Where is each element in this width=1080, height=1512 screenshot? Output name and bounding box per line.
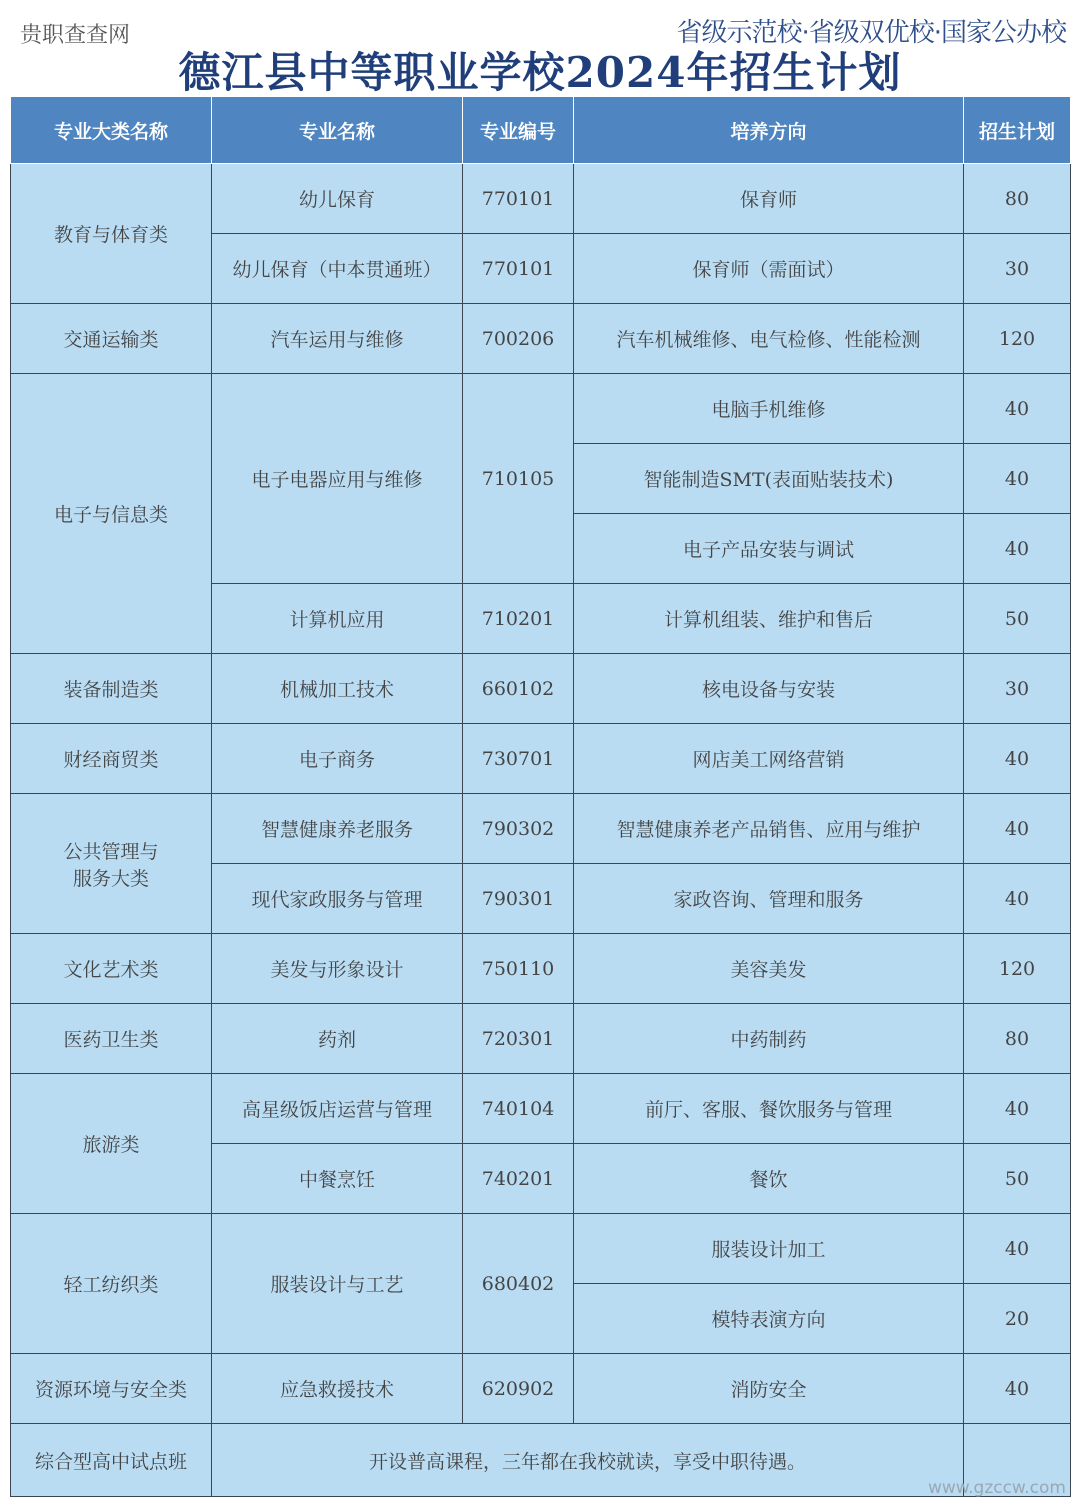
table-row-footer	[11, 1424, 1071, 1497]
plan-cell: 50	[964, 584, 1071, 654]
table-row	[11, 1354, 1071, 1424]
watermark-bottom: www.gzccw.com	[927, 1478, 1066, 1498]
direction-cell: 中药制药	[574, 1004, 964, 1074]
category-cell: 公共管理与 服务大类	[11, 794, 212, 934]
plan-cell: 30	[964, 234, 1071, 304]
direction-cell: 餐饮	[574, 1144, 964, 1214]
major-cell: 应急救援技术	[212, 1354, 463, 1424]
code-cell: 740201	[463, 1144, 574, 1214]
major-cell: 汽车运用与维修	[212, 304, 463, 374]
table-row	[11, 374, 1071, 444]
table-row	[11, 724, 1071, 794]
table-row	[11, 1004, 1071, 1074]
direction-cell: 保育师（需面试）	[574, 234, 964, 304]
direction-cell: 消防安全	[574, 1354, 964, 1424]
watermark-top: 贵职查查网	[20, 23, 131, 48]
plan-cell: 120	[964, 934, 1071, 1004]
code-cell: 660102	[463, 654, 574, 724]
plan-cell: 40	[964, 864, 1071, 934]
table-row	[11, 654, 1071, 724]
direction-cell: 汽车机械维修、电气检修、性能检测	[574, 304, 964, 374]
major-cell: 服装设计与工艺	[212, 1214, 463, 1354]
plan-cell: 40	[964, 794, 1071, 864]
direction-cell: 电子产品安装与调试	[574, 514, 964, 584]
code-cell: 700206	[463, 304, 574, 374]
plan-cell: 40	[964, 1354, 1071, 1424]
code-cell: 770101	[463, 234, 574, 304]
major-cell: 药剂	[212, 1004, 463, 1074]
direction-cell: 智能制造SMT(表面贴装技术)	[574, 444, 964, 514]
code-cell: 730701	[463, 724, 574, 794]
table-row	[11, 1214, 1071, 1284]
category-cell: 资源环境与安全类	[11, 1354, 212, 1424]
category-cell: 文化艺术类	[11, 934, 212, 1004]
direction-cell: 美容美发	[574, 934, 964, 1004]
code-cell: 680402	[463, 1214, 574, 1354]
plan-cell: 40	[964, 514, 1071, 584]
direction-cell: 智慧健康养老产品销售、应用与维护	[574, 794, 964, 864]
direction-cell: 服装设计加工	[574, 1214, 964, 1284]
category-cell: 轻工纺织类	[11, 1214, 212, 1354]
direction-cell: 核电设备与安装	[574, 654, 964, 724]
plan-cell: 40	[964, 444, 1071, 514]
direction-cell: 模特表演方向	[574, 1284, 964, 1354]
category-cell: 电子与信息类	[11, 374, 212, 654]
table-row	[11, 794, 1071, 864]
plan-cell: 40	[964, 374, 1071, 444]
code-cell: 750110	[463, 934, 574, 1004]
header-category: 专业大类名称	[11, 97, 212, 164]
major-cell: 幼儿保育（中本贯通班）	[212, 234, 463, 304]
code-cell: 710105	[463, 374, 574, 584]
category-cell: 教育与体育类	[11, 164, 212, 304]
category-cell: 交通运输类	[11, 304, 212, 374]
header-plan: 招生计划	[964, 97, 1071, 164]
enrollment-table	[10, 96, 1071, 1497]
major-cell: 现代家政服务与管理	[212, 864, 463, 934]
direction-cell: 前厅、客服、餐饮服务与管理	[574, 1074, 964, 1144]
plan-cell: 30	[964, 654, 1071, 724]
plan-cell: 80	[964, 164, 1071, 234]
plan-cell: 40	[964, 1074, 1071, 1144]
direction-cell: 电脑手机维修	[574, 374, 964, 444]
plan-cell: 20	[964, 1284, 1071, 1354]
major-cell: 电子电器应用与维修	[212, 374, 463, 584]
major-cell: 美发与形象设计	[212, 934, 463, 1004]
category-cell: 综合型高中试点班	[11, 1424, 212, 1497]
header-code: 专业编号	[463, 97, 574, 164]
code-cell: 710201	[463, 584, 574, 654]
major-cell: 电子商务	[212, 724, 463, 794]
plan-cell: 40	[964, 1214, 1071, 1284]
major-cell: 幼儿保育	[212, 164, 463, 234]
plan-cell: 50	[964, 1144, 1071, 1214]
direction-cell: 计算机组装、维护和售后	[574, 584, 964, 654]
code-cell: 790301	[463, 864, 574, 934]
major-cell: 智慧健康养老服务	[212, 794, 463, 864]
table-row	[11, 304, 1071, 374]
code-cell: 770101	[463, 164, 574, 234]
code-cell: 790302	[463, 794, 574, 864]
plan-cell: 80	[964, 1004, 1071, 1074]
code-cell: 740104	[463, 1074, 574, 1144]
footer-note: 开设普高课程，三年都在我校就读，享受中职待遇。	[212, 1424, 964, 1497]
major-cell: 高星级饭店运营与管理	[212, 1074, 463, 1144]
plan-cell: 40	[964, 724, 1071, 794]
direction-cell: 网店美工网络营销	[574, 724, 964, 794]
category-cell: 财经商贸类	[11, 724, 212, 794]
table-header-row	[11, 97, 1071, 164]
code-cell: 620902	[463, 1354, 574, 1424]
category-cell: 旅游类	[11, 1074, 212, 1214]
table-row	[11, 1074, 1071, 1144]
category-cell: 装备制造类	[11, 654, 212, 724]
header-major: 专业名称	[212, 97, 463, 164]
major-cell: 中餐烹饪	[212, 1144, 463, 1214]
direction-cell: 保育师	[574, 164, 964, 234]
table-row	[11, 934, 1071, 1004]
table-row	[11, 164, 1071, 234]
direction-cell: 家政咨询、管理和服务	[574, 864, 964, 934]
major-cell: 机械加工技术	[212, 654, 463, 724]
header-direction: 培养方向	[574, 97, 964, 164]
major-cell: 计算机应用	[212, 584, 463, 654]
plan-cell: 120	[964, 304, 1071, 374]
school-badges: 省级示范校·省级双优校·国家公办校	[676, 18, 1066, 48]
category-cell: 医药卫生类	[11, 1004, 212, 1074]
page-title: 德江县中等职业学校2024年招生计划	[178, 48, 902, 97]
code-cell: 720301	[463, 1004, 574, 1074]
